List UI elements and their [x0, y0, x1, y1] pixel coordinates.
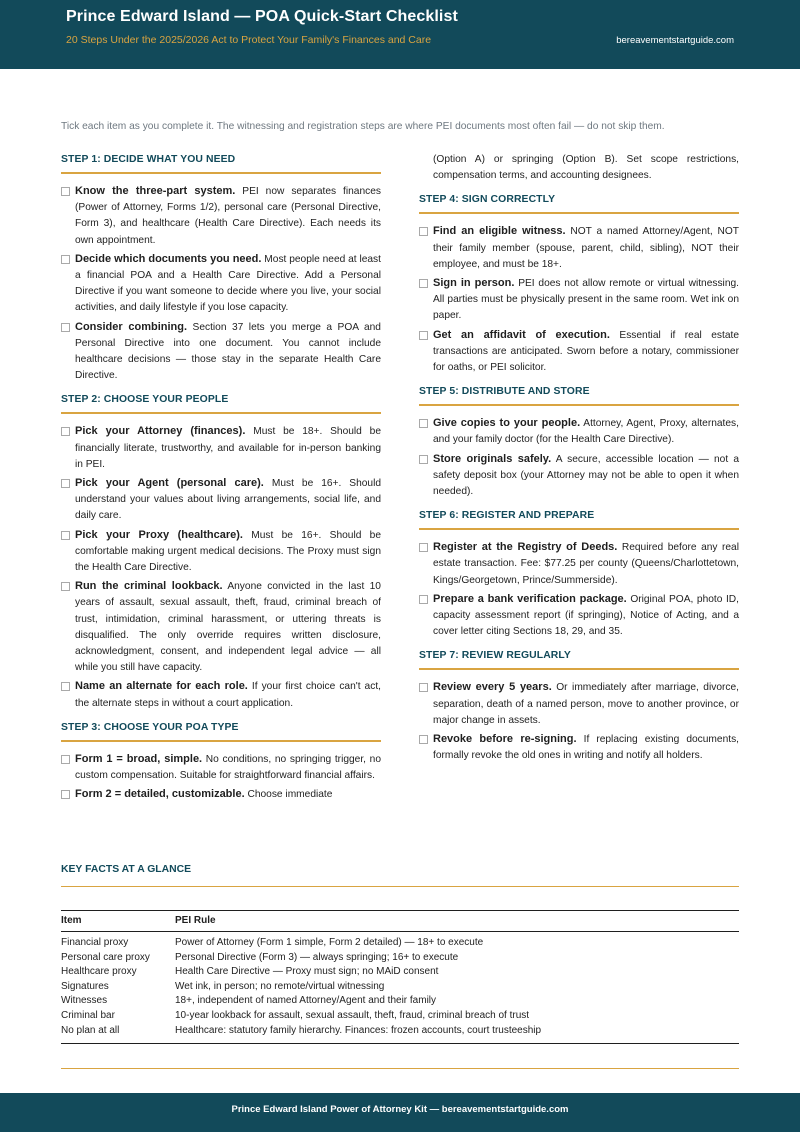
item-title: Run the criminal lookback. — [75, 580, 223, 593]
step-heading: STEP 4: SIGN CORRECTLY — [419, 194, 739, 214]
divider — [61, 886, 739, 887]
item-text: Must be 16+. Should be comfortable making urgent medical decisions. The Proxy must sign the Health Care Directive. — [75, 529, 381, 574]
checkbox[interactable] — [419, 683, 428, 692]
item-text: PEI does not allow remote or virtual witnessing. All parties must be physically present in the same room. Wet ink on paper. — [433, 278, 739, 322]
item-cell: Signatures — [61, 980, 109, 992]
page-title: Prince Edward Island — POA Quick-Start Checklist — [66, 8, 458, 25]
item-title: Revoke before re-signing. — [433, 733, 577, 746]
item-title: Get an affidavit of execution. — [433, 328, 610, 341]
key-facts-heading: KEY FACTS AT A GLANCE — [61, 864, 192, 875]
checkbox[interactable] — [419, 543, 428, 552]
rule-cell: 18+, independent of named Attorney/Agent and their family — [175, 995, 437, 1007]
checkbox[interactable] — [419, 595, 428, 604]
checkbox[interactable] — [419, 735, 428, 744]
checklist-item — [61, 319, 381, 385]
table-row — [61, 1024, 739, 1042]
checklist-item — [419, 679, 739, 729]
checklist-item — [419, 731, 739, 764]
item-text: If replacing existing documents, formally revoke the old ones in writing and notify all holders. — [433, 734, 739, 762]
item-text: A secure, accessible location — not a safety deposit box (your Attorney may not be able to open it when needed). — [433, 453, 739, 498]
checkbox[interactable] — [61, 479, 70, 488]
checklist-item — [419, 451, 739, 501]
rule-cell: Personal Directive (Form 3) — always springing; 16+ to execute — [175, 951, 459, 963]
item-text: No conditions, no springing trigger, no custom compensation. Suitable for straightforward financial affairs. — [75, 753, 381, 782]
checkbox[interactable] — [61, 255, 70, 264]
item-title: Pick your Proxy (healthcare). — [75, 528, 243, 541]
divider — [61, 1068, 739, 1069]
checkbox[interactable] — [419, 419, 428, 428]
item-title: Consider combining. — [75, 320, 188, 333]
rule-cell: 10-year lookback for assault, sexual assault, theft, fraud, criminal breach of trust — [175, 1009, 530, 1021]
checklist-item — [419, 223, 739, 273]
page-subtitle: 20 Steps Under the 2025/2026 Act to Protect Your Family's Finances and Care — [66, 34, 432, 46]
checkbox[interactable] — [61, 187, 70, 196]
item-text: Original POA, photo ID, capacity assessment report (if springing), Notice of Acting, and a cover letter citing Sections 18, 29, and 35. — [433, 593, 739, 638]
item-text: NOT a named Attorney/Agent, NOT their family member (spouse, parent, child, sibling), NOT their employee, and must be 18+. — [433, 226, 739, 270]
item-title: Pick your Agent (personal care). — [75, 477, 264, 490]
item-text: PEI now separates finances (Power of Attorney, Forms 1/2), personal care (Personal Directive, Form 3), and healthcare (Health Care Directive). Each needs its own appointment. — [75, 186, 381, 246]
item-cell: Criminal bar — [61, 1009, 115, 1021]
step-heading: STEP 1: DECIDE WHAT YOU NEED — [61, 154, 381, 174]
item-cell: Healthcare proxy — [61, 966, 137, 978]
item-cell: Witnesses — [61, 995, 108, 1007]
checklist-item — [61, 527, 381, 577]
checkbox[interactable] — [61, 682, 70, 691]
item-text: Must be 18+. Should be financially literate, trustworthy, and available for in-person banking in PEI. — [75, 426, 381, 470]
checkbox[interactable] — [419, 227, 428, 236]
item-text: Section 37 lets you merge a POA and Personal Directive into one document. You cannot include healthcare decisions — those stay in the separate Health Care Directive. — [75, 321, 381, 382]
checklist-item — [419, 539, 739, 589]
right-column — [419, 152, 739, 766]
item-text: Anyone convicted in the last 10 years of assault, sexual assault, theft, fraud, criminal breach of trust, intimidation, criminal harassment, or uttering threats is disqualified. The only override requires written disclosure, acknowledgment, consent, and independent legal advice — all while you still have capacity. — [75, 581, 381, 674]
table-row — [61, 980, 739, 995]
step-heading: STEP 5: DISTRIBUTE AND STORE — [419, 386, 739, 406]
intro-text: Tick each item as you complete it. The witnessing and registration steps are where PEI documents most often fail — do not skip them. — [61, 121, 665, 132]
item-text: Or immediately after marriage, divorce, separation, death of a named person, move to another province, or major change in assets. — [433, 682, 739, 726]
header-site: bereavementstartguide.com — [616, 35, 734, 46]
item-cell: No plan at all — [61, 1024, 120, 1036]
step-heading: STEP 7: REVIEW REGULARLY — [419, 650, 739, 670]
left-column — [61, 154, 381, 804]
rule-cell: Power of Attorney (Form 1 simple, Form 2 detailed) — 18+ to execute — [175, 937, 484, 948]
column-header-item: Item — [61, 911, 175, 932]
checklist-item — [61, 423, 381, 473]
item-text-start: Choose immediate — [247, 789, 333, 801]
rule-cell: Health Care Directive — Proxy must sign; no MAiD consent — [175, 966, 439, 978]
item-text-continued: (Option A) or springing (Option B). Set scope restrictions, compensation terms, and accounting designees. — [433, 154, 739, 182]
checklist-item — [419, 275, 739, 325]
checkbox[interactable] — [61, 790, 70, 799]
item-title: Decide which documents you need. — [75, 252, 262, 265]
checklist-item — [61, 751, 381, 784]
page-footer: Prince Edward Island Power of Attorney Kit — bereavementstartguide.com — [0, 1093, 800, 1132]
checklist-item — [61, 578, 381, 676]
item-title: Give copies to your people. — [433, 417, 581, 430]
rule-cell: Wet ink, in person; no remote/virtual witnessing — [175, 980, 385, 992]
item-text: If your first choice can't act, the alternate steps in without a court application. — [75, 681, 381, 709]
item-title: Review every 5 years. — [433, 681, 552, 694]
item-text: Attorney, Agent, Proxy, alternates, and your family doctor (for the Health Care Directive). — [433, 418, 739, 446]
item-text: Must be 16+. Should understand your values about living arrangements, social life, and daily care. — [75, 478, 382, 522]
column-header-rule: PEI Rule — [175, 911, 739, 932]
table-row — [61, 994, 739, 1009]
checklist-item — [61, 251, 381, 317]
step-heading: STEP 2: CHOOSE YOUR PEOPLE — [61, 394, 381, 414]
checkbox[interactable] — [419, 279, 428, 288]
item-title: Form 1 = broad, simple. — [75, 752, 203, 765]
checkbox[interactable] — [419, 455, 428, 464]
page-header — [0, 0, 800, 69]
table-header-row — [61, 911, 739, 932]
checklist-item — [61, 183, 381, 249]
item-text: Most people need at least a financial POA and a Health Care Directive. Add a Personal Directive if you want someone to decide where you live, your social activities, and daily lifestyle if you lose capacity. — [75, 253, 381, 314]
checklist-item — [419, 327, 739, 377]
item-title: Form 2 = detailed, customizable. — [75, 788, 245, 801]
table-row — [61, 965, 739, 980]
checkbox[interactable] — [61, 582, 70, 591]
checkbox[interactable] — [61, 531, 70, 540]
step-heading: STEP 6: REGISTER AND PREPARE — [419, 510, 739, 530]
table-bottom-rule — [61, 1043, 739, 1044]
checklist-item — [61, 786, 381, 802]
item-text: Required before any real estate transaction. Fee: $77.25 per county (Queens/Charlottetown, Kings/Georgetown, Prince/Summerside). — [433, 542, 739, 586]
checkbox[interactable] — [419, 331, 428, 340]
step-heading: STEP 3: CHOOSE YOUR POA TYPE — [61, 722, 381, 742]
checklist-item — [419, 591, 739, 641]
checklist-item — [61, 475, 381, 525]
item-title: Store originals safely. — [433, 452, 552, 465]
table-row — [61, 932, 739, 951]
item-title: Pick your Attorney (finances). — [75, 425, 246, 438]
checkbox[interactable] — [61, 427, 70, 436]
checklist-item — [61, 678, 381, 711]
checklist-item — [419, 415, 739, 448]
item-title: Sign in person. — [433, 277, 515, 290]
key-facts-table — [61, 910, 739, 1041]
item-title: Know the three-part system. — [75, 185, 236, 197]
item-title: Register at the Registry of Deeds. — [433, 541, 618, 554]
item-cell: Financial proxy — [61, 937, 129, 948]
rule-cell: Healthcare: statutory family hierarchy. Finances: frozen accounts, court trusteeship — [175, 1024, 542, 1036]
item-title: Find an eligible witness. — [433, 225, 566, 238]
checkbox[interactable] — [61, 323, 70, 332]
checkbox[interactable] — [61, 755, 70, 764]
item-cell: Personal care proxy — [61, 951, 150, 963]
item-title: Prepare a bank verification package. — [433, 592, 627, 605]
table-row — [61, 1009, 739, 1024]
item-text: Essential if real estate transactions are anticipated. Sworn before a notary, commissioner for oaths, or PEI solicitor. — [433, 329, 739, 374]
item-title: Name an alternate for each role. — [75, 680, 248, 693]
table-row — [61, 951, 739, 966]
